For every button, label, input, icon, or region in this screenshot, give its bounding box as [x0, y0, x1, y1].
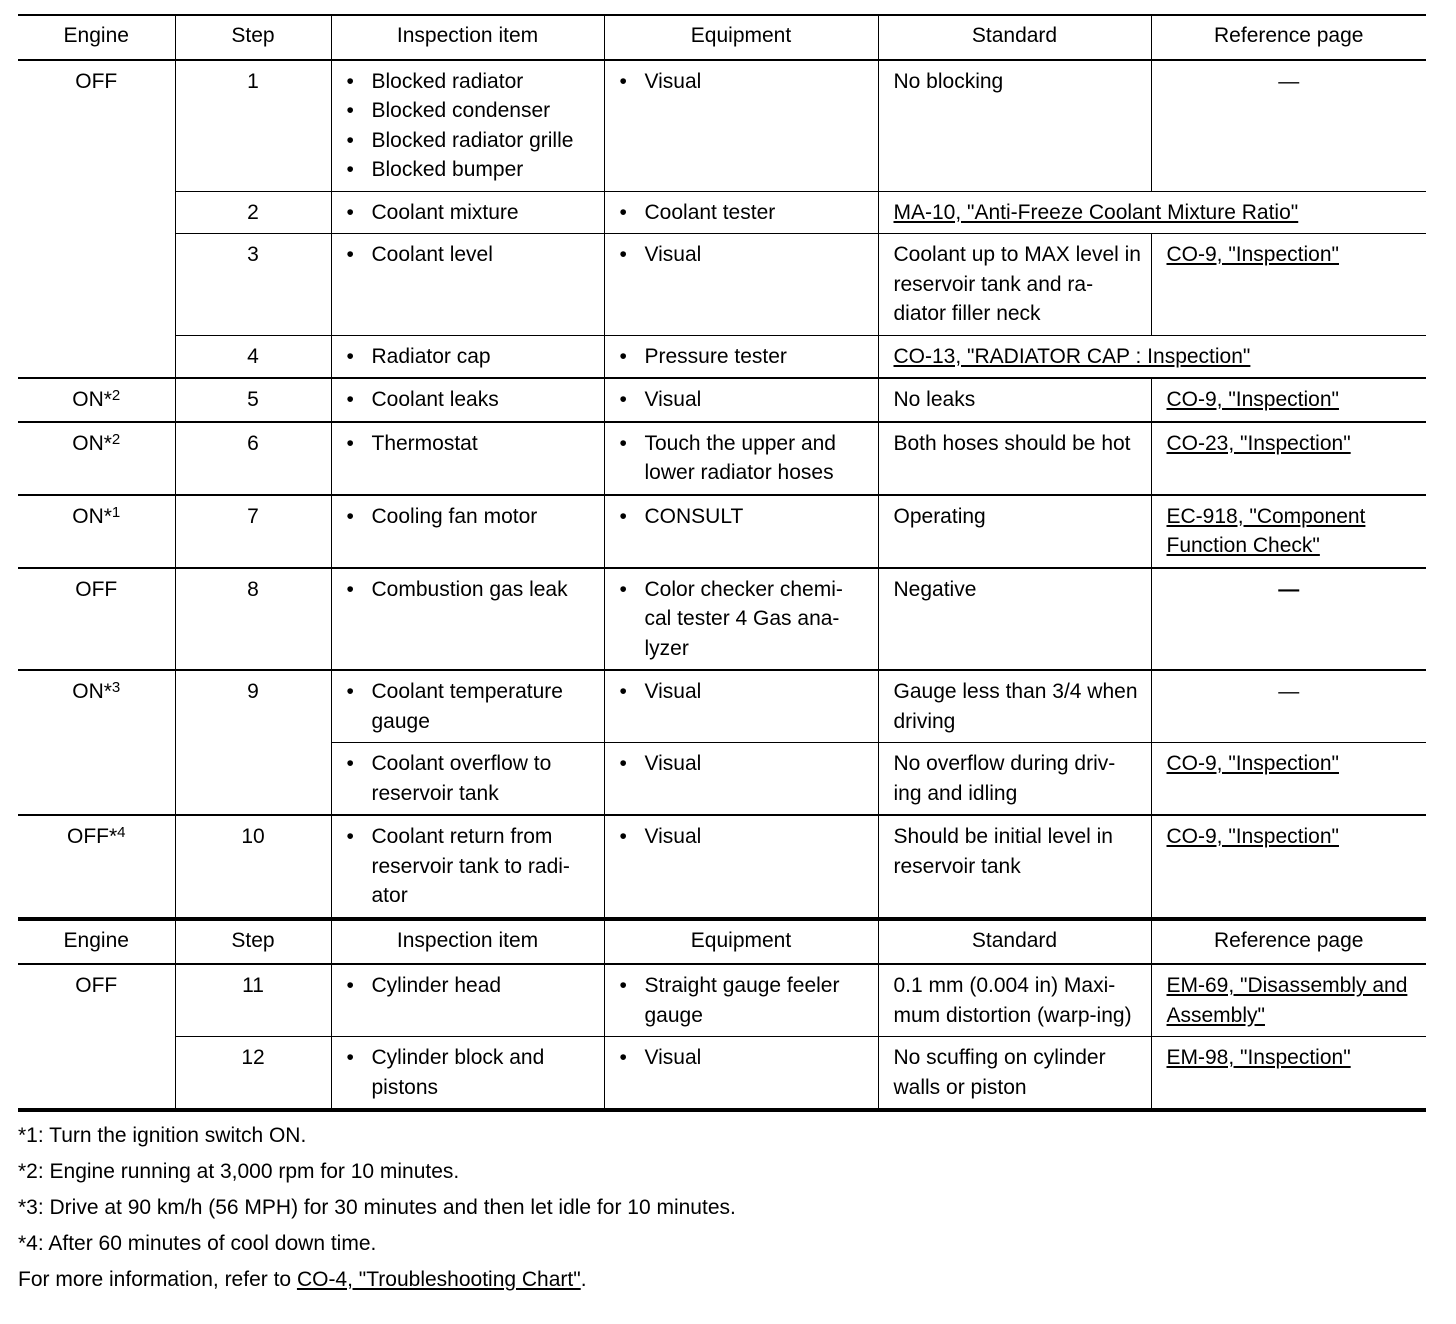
step-cell: 1: [175, 60, 331, 192]
inspection-document: [18, 14, 1426, 1298]
reference-cell: [1151, 743, 1426, 816]
footnote-ref: 2: [111, 430, 121, 448]
equipment-cell: [604, 495, 878, 568]
footnote: *2: Engine running at 3,000 rpm for 10 minutes.: [18, 1160, 460, 1183]
equipment-cell: [604, 815, 878, 919]
reference-cell: —: [1151, 60, 1426, 192]
table-row: [18, 495, 1426, 568]
engine-cell: [18, 815, 175, 919]
step-cell: 7: [175, 495, 331, 568]
list-item: • Visual: [620, 67, 870, 97]
table-row: [18, 234, 1426, 336]
list-item: • Pressure tester: [620, 342, 870, 372]
reference-cell: [1151, 422, 1426, 495]
list-item: • Touch the upper and lower radiator hoses: [620, 429, 870, 488]
reference-link[interactable]: EM-98, "Inspection": [1166, 1046, 1351, 1069]
list-item: • Blocked condenser: [347, 96, 596, 126]
equipment-cell: [604, 234, 878, 336]
more-info-suffix: .: [580, 1268, 587, 1291]
header-standard: Standard: [878, 15, 1151, 60]
equipment-cell: [604, 1037, 878, 1111]
standard-cell: No scuffing on cylinder walls or piston: [878, 1037, 1151, 1111]
list-item: • Combustion gas leak: [347, 575, 596, 605]
list-item: • Color checker chemi-cal tester 4 Gas ana-lyzer: [620, 575, 870, 664]
list-item: • Blocked bumper: [347, 155, 596, 185]
inspection-item-cell: [331, 234, 604, 336]
reference-cell: [1151, 378, 1426, 422]
list-item: • Blocked radiator: [347, 67, 596, 97]
reference-link[interactable]: CO-23, "Inspection": [1166, 431, 1351, 455]
reference-link[interactable]: CO-9, "Inspection": [1166, 752, 1339, 775]
step-cell: 6: [175, 422, 331, 495]
inspection-item-cell: [331, 815, 604, 919]
inspection-item-cell: [331, 743, 604, 816]
engine-cell: OFF: [18, 964, 175, 1110]
inspection-item-cell: [331, 378, 604, 422]
standard-cell: No blocking: [878, 60, 1151, 192]
equipment-cell: [604, 378, 878, 422]
list-item: • CONSULT: [620, 502, 870, 532]
inspection-item-cell: [331, 670, 604, 743]
table-row: [18, 1037, 1426, 1111]
list-item: • Coolant leaks: [347, 385, 596, 415]
footnote: *1: Turn the ignition switch ON.: [18, 1124, 307, 1147]
header-engine: Engine: [18, 15, 175, 60]
standard-cell: Negative: [878, 568, 1151, 671]
footnote-ref: 3: [111, 679, 121, 696]
reference-link[interactable]: CO-13, "RADIATOR CAP : Inspection": [893, 344, 1251, 368]
standard-cell: Operating: [878, 495, 1151, 568]
step-cell: 2: [175, 191, 331, 234]
table-header-row: [18, 15, 1426, 60]
list-item: • Cylinder block and pistons: [347, 1043, 596, 1102]
header-step: Step: [175, 919, 331, 965]
list-item: • Coolant temperature gauge: [347, 677, 596, 736]
table-row: [18, 378, 1426, 422]
step-cell: 4: [175, 335, 331, 378]
equipment-cell: [604, 422, 878, 495]
header-reference-page: Reference page: [1151, 919, 1426, 965]
equipment-cell: [604, 743, 878, 816]
footnote-ref: 4: [117, 824, 126, 841]
standard-cell: Should be initial level in reservoir tank: [878, 815, 1151, 919]
list-item: • Visual: [620, 240, 870, 270]
inspection-table: [18, 14, 1426, 1112]
equipment-cell: [604, 670, 878, 743]
table-row: [18, 815, 1426, 919]
table-row: [18, 60, 1426, 192]
inspection-item-cell: [331, 964, 604, 1037]
engine-state: ON*: [72, 680, 112, 703]
reference-cell: —: [1151, 568, 1426, 671]
table-row: [18, 964, 1426, 1037]
reference-cell: [1151, 964, 1426, 1037]
inspection-item-cell: [331, 568, 604, 671]
inspection-item-cell: [331, 335, 604, 378]
header-reference-page: Reference page: [1151, 15, 1426, 60]
table-row: [18, 191, 1426, 234]
table-row: [18, 670, 1426, 743]
inspection-item-cell: [331, 1037, 604, 1111]
inspection-item-cell: [331, 191, 604, 234]
list-item: • Coolant return from reservoir tank to radi-ator: [347, 822, 596, 911]
footnote-ref: 1: [111, 503, 121, 521]
list-item: • Blocked radiator grille: [347, 126, 596, 156]
list-item: • Visual: [620, 385, 870, 415]
reference-cell: [878, 335, 1426, 378]
reference-link[interactable]: MA-10, "Anti-Freeze Coolant Mixture Ratio": [893, 200, 1299, 224]
list-item: • Coolant tester: [620, 198, 870, 228]
inspection-item-cell: [331, 60, 604, 192]
header-equipment: Equipment: [604, 919, 878, 965]
reference-cell: [878, 191, 1426, 234]
equipment-cell: [604, 335, 878, 378]
engine-cell: OFF: [18, 568, 175, 671]
engine-cell: [18, 378, 175, 422]
step-cell: 11: [175, 964, 331, 1037]
reference-cell: [1151, 1037, 1426, 1111]
engine-state: ON*: [72, 431, 112, 455]
engine-cell: [18, 422, 175, 495]
list-item: • Straight gauge feeler gauge: [620, 971, 870, 1030]
standard-cell: Coolant up to MAX level in reservoir tank and ra-diator filler neck: [878, 234, 1151, 336]
troubleshooting-chart-link[interactable]: CO-4, "Troubleshooting Chart": [296, 1268, 581, 1291]
equipment-cell: [604, 191, 878, 234]
more-info-line: [18, 1262, 1426, 1298]
step-cell: 8: [175, 568, 331, 671]
engine-cell: [18, 495, 175, 568]
footnote: *3: Drive at 90 km/h (56 MPH) for 30 minutes and then let idle for 10 minutes.: [18, 1196, 736, 1219]
standard-cell: Gauge less than 3/4 when driving: [878, 670, 1151, 743]
reference-link[interactable]: EC-918, "Component Function Check": [1166, 504, 1366, 557]
step-cell: 9: [175, 670, 331, 815]
reference-cell: [1151, 495, 1426, 568]
reference-link[interactable]: CO-9, "Inspection": [1166, 825, 1339, 848]
step-cell: 10: [175, 815, 331, 919]
step-cell: 5: [175, 378, 331, 422]
list-item: • Coolant mixture: [347, 198, 596, 228]
list-item: • Cylinder head: [347, 971, 596, 1001]
footnote-ref: 2: [111, 387, 121, 404]
header-equipment: Equipment: [604, 15, 878, 60]
equipment-cell: [604, 964, 878, 1037]
list-item: • Visual: [620, 1043, 870, 1073]
header-standard: Standard: [878, 919, 1151, 965]
reference-cell: [1151, 234, 1426, 336]
engine-state: ON*: [72, 504, 112, 528]
standard-cell: No overflow during driv-ing and idling: [878, 743, 1151, 816]
list-item: • Visual: [620, 749, 870, 779]
list-item: • Coolant level: [347, 240, 596, 270]
header-step: Step: [175, 15, 331, 60]
standard-cell: 0.1 mm (0.004 in) Maxi-mum distortion (warp-ing): [878, 964, 1151, 1037]
engine-state: OFF*: [66, 825, 118, 848]
header-engine: Engine: [18, 919, 175, 965]
step-cell: 12: [175, 1037, 331, 1111]
list-item: • Coolant overflow to reservoir tank: [347, 749, 596, 808]
reference-link[interactable]: CO-9, "Inspection": [1166, 388, 1339, 411]
list-item: • Visual: [620, 822, 870, 852]
table-row: [18, 335, 1426, 378]
more-info-text: For more information, refer to: [18, 1268, 297, 1291]
standard-cell: No leaks: [878, 378, 1151, 422]
list-item: • Radiator cap: [347, 342, 596, 372]
list-item: • Thermostat: [347, 429, 596, 459]
list-item: • Visual: [620, 677, 870, 707]
step-cell: 3: [175, 234, 331, 336]
reference-cell: [1151, 815, 1426, 919]
header-inspection-item: Inspection item: [331, 919, 604, 965]
list-item: • Cooling fan motor: [347, 502, 596, 532]
engine-cell: [18, 670, 175, 815]
equipment-cell: [604, 568, 878, 671]
inspection-item-cell: [331, 422, 604, 495]
reference-link[interactable]: CO-9, "Inspection": [1166, 243, 1339, 266]
equipment-cell: [604, 60, 878, 192]
engine-cell: OFF: [75, 69, 118, 93]
inspection-item-cell: [331, 495, 604, 568]
standard-cell: Both hoses should be hot: [878, 422, 1151, 495]
table-header-row: [18, 919, 1426, 965]
reference-cell: —: [1151, 670, 1426, 743]
header-inspection-item: Inspection item: [331, 15, 604, 60]
footnote: *4: After 60 minutes of cool down time.: [18, 1232, 377, 1255]
table-row: [18, 422, 1426, 495]
footnotes: [18, 1118, 1426, 1298]
engine-state: ON*: [72, 388, 112, 411]
reference-link[interactable]: EM-69, "Disassembly and Assembly": [1166, 974, 1408, 1027]
table-row: [18, 568, 1426, 671]
